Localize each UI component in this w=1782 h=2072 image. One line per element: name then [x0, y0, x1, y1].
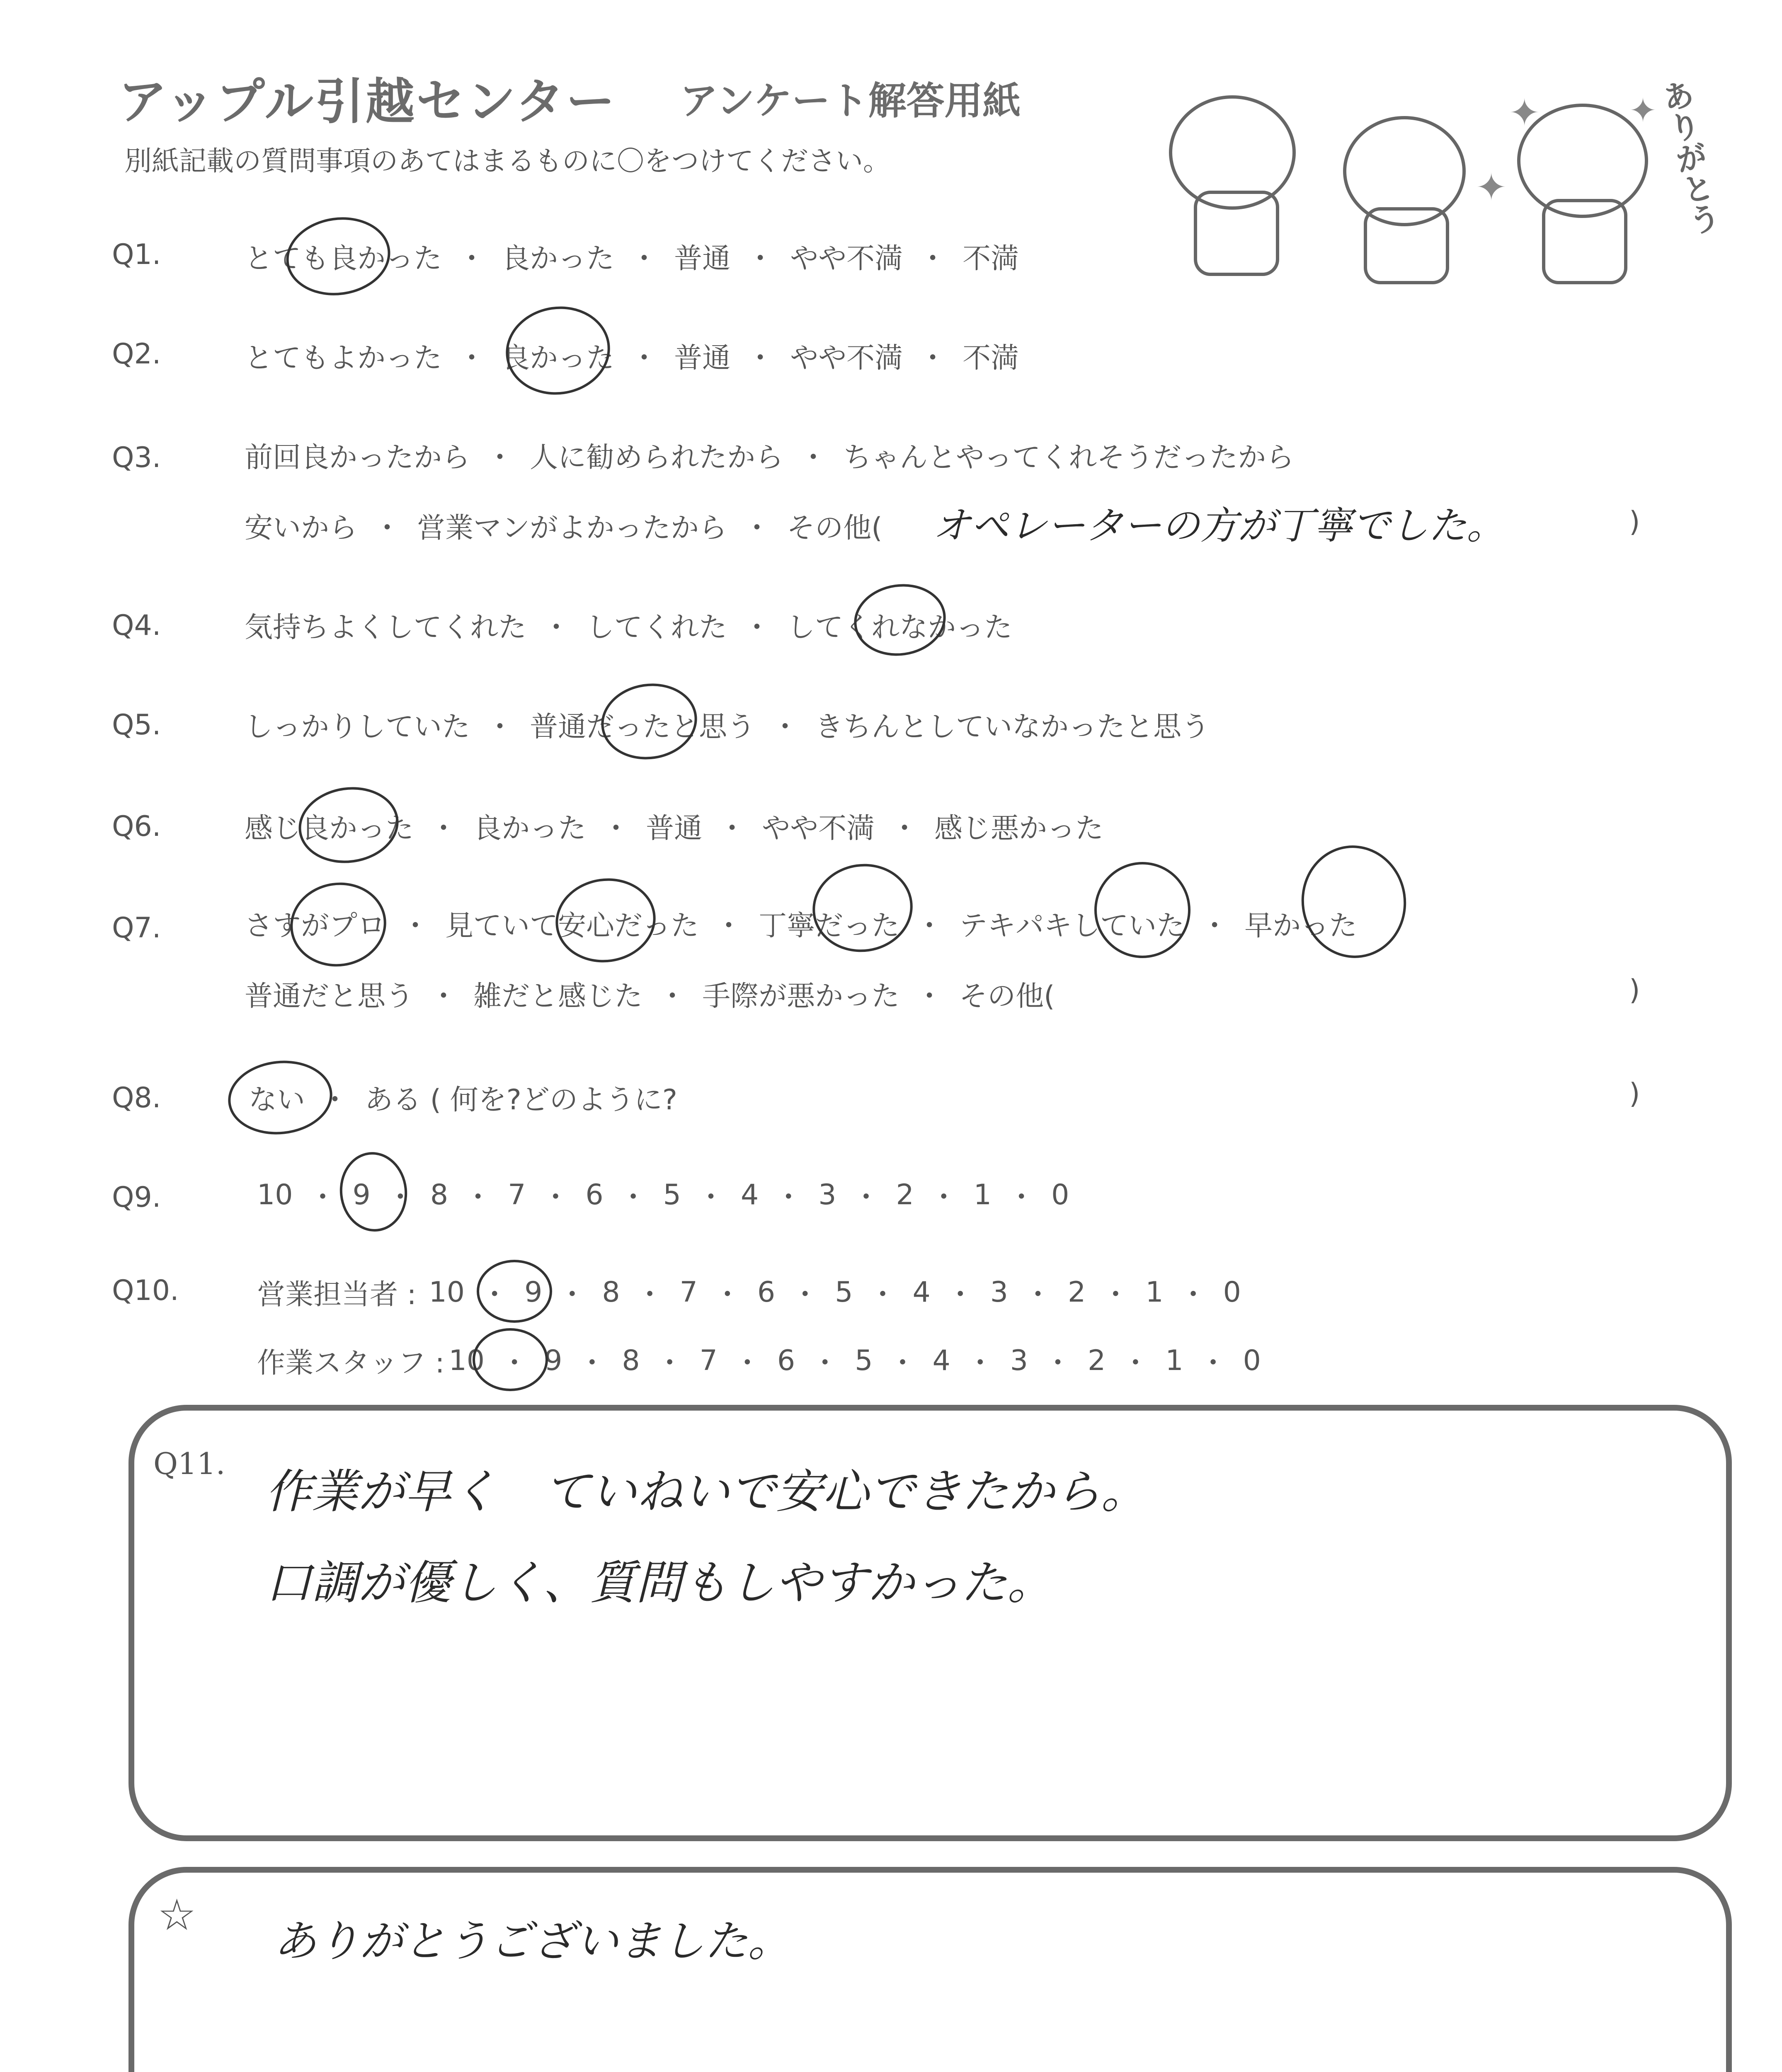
q10-score[interactable]: 5 — [835, 1276, 853, 1309]
q4-option[interactable]: してくれなかった — [787, 611, 1013, 644]
q10-score[interactable]: 5 — [855, 1344, 873, 1377]
sparkle-icon: ✦ — [1476, 166, 1507, 209]
q2-option[interactable]: 良かった — [502, 342, 615, 375]
q5-option[interactable]: 普通だったと思う — [530, 711, 756, 743]
q9-score[interactable]: 2 — [896, 1179, 914, 1211]
q6-option[interactable]: 普通 — [646, 812, 703, 845]
q10-score[interactable]: 1 — [1145, 1276, 1164, 1309]
comment-handwritten: ありがとうございました。 — [274, 1916, 791, 1966]
q5-label: Q5. — [112, 709, 161, 741]
answer-circle — [596, 678, 702, 766]
answer-circle — [500, 300, 616, 401]
answer-circle — [849, 578, 950, 661]
q10-score[interactable]: 1 — [1165, 1344, 1183, 1377]
q9-score[interactable]: 8 — [430, 1179, 449, 1211]
q10-score[interactable]: 4 — [912, 1276, 931, 1309]
form-title: アンケート解答用紙 — [680, 79, 1021, 123]
q3-label: Q3. — [112, 441, 161, 474]
q10-score[interactable]: 8 — [602, 1276, 620, 1309]
q3-option[interactable]: 前回良かったから — [245, 441, 470, 474]
q3-options-line2: 安いから ・ 営業マンがよかったから ・ その他( — [245, 506, 883, 546]
q3-other-handwritten: オペレーターの方が丁寧でした。 — [933, 503, 1505, 548]
q10-score[interactable]: 2 — [1068, 1276, 1086, 1309]
q6-label: Q6. — [112, 810, 161, 843]
q7-options-line2: 普通だと思う ・ 雑だと感じた ・ 手際が悪かった ・ その他( — [245, 974, 1055, 1014]
answer-circle — [473, 1328, 548, 1391]
q2-options: とてもよかった ・ 良かった ・ 普通 ・ やや不満 ・ 不満 — [245, 336, 1019, 376]
company-name: アップル引越センター — [118, 73, 617, 130]
q11-handwritten-line: 作業が早く ていねいで安心できたから。 — [265, 1465, 1147, 1519]
q7-option[interactable]: その他( — [959, 980, 1055, 1013]
q6-option[interactable]: 感じ良かった — [245, 812, 414, 845]
monkey-body-icon — [1364, 207, 1449, 284]
q10-sales-label: 営業担当者 : — [257, 1278, 417, 1311]
q1-label: Q1. — [112, 238, 161, 271]
q6-options: 感じ良かった ・ 良かった ・ 普通 ・ やや不満 ・ 感じ悪かった — [245, 806, 1103, 846]
q3-option[interactable]: その他( — [787, 512, 883, 545]
q3-option[interactable]: 人に勧められたから — [530, 441, 784, 474]
answer-circle — [336, 1149, 411, 1235]
q9-score[interactable]: 9 — [352, 1179, 371, 1211]
q2-option[interactable]: 不満 — [963, 342, 1019, 375]
q7-options-line1: さすがプロ ・ 見ていて安心だった ・ 丁寧だった ・ テキパキしていた ・ 早かった — [245, 903, 1357, 944]
q4-label: Q4. — [112, 609, 161, 642]
monkey-body-icon — [1194, 191, 1279, 276]
q4-option[interactable]: 気持ちよくしてくれた — [245, 611, 527, 644]
q10-score[interactable]: 3 — [1010, 1344, 1028, 1377]
q10-sales-row: 営業担当者 : 10 ・ 9 ・ 8 ・ 7 ・ 6 ・ 5 ・ 4 ・ 3 ・ 2 ・ 1 ・ 0 — [257, 1272, 1241, 1312]
q1-option[interactable]: やや不満 — [790, 242, 903, 275]
answer-circle — [224, 1055, 336, 1139]
q10-score[interactable]: 0 — [1243, 1344, 1261, 1377]
q3-option[interactable]: 営業マンがよかったから — [417, 512, 727, 545]
q2-option[interactable]: やや不満 — [790, 342, 903, 375]
q10-score[interactable]: 8 — [622, 1344, 640, 1377]
q5-option[interactable]: しっかりしていた — [245, 711, 470, 743]
q7-option[interactable]: 早かった — [1244, 910, 1358, 942]
q1-options: とても良かった ・ 良かった ・ 普通 ・ やや不満 ・ 不満 — [245, 236, 1019, 276]
q3-option[interactable]: 安いから — [245, 512, 358, 545]
q5-option[interactable]: きちんとしていなかったと思う — [815, 711, 1210, 743]
q10-score[interactable]: 3 — [990, 1276, 1009, 1309]
q8-close-paren: ) — [1629, 1077, 1640, 1110]
q1-option[interactable]: とても良かった — [245, 242, 442, 275]
q10-score[interactable]: 10 — [449, 1344, 485, 1377]
q1-option[interactable]: 普通 — [674, 242, 731, 275]
answer-circle — [1294, 839, 1413, 965]
q3-option[interactable]: ちゃんとやってくれそうだったから — [843, 441, 1295, 474]
q8-options: ない ・ ある ( 何を?どのように? — [249, 1077, 677, 1118]
q7-option[interactable]: 丁寧だった — [759, 910, 900, 942]
q10-label: Q10. — [112, 1274, 179, 1307]
q9-label: Q9. — [112, 1181, 161, 1214]
q2-option[interactable]: とてもよかった — [245, 342, 442, 375]
comment-box — [128, 1867, 1732, 2072]
q8-label: Q8. — [112, 1082, 161, 1114]
q7-option[interactable]: 雑だと感じた — [473, 980, 643, 1013]
q9-score[interactable]: 10 — [257, 1179, 293, 1211]
mascot-thanks-text: ありがとう — [1654, 76, 1724, 239]
q10-score[interactable]: 10 — [429, 1276, 465, 1309]
q6-option[interactable]: 良かった — [473, 812, 587, 845]
q9-scale: 10 ・ 9 ・ 8 ・ 7 ・ 6 ・ 5 ・ 4 ・ 3 ・ 2 ・ 1 ・ 0 — [257, 1179, 1069, 1214]
answer-circle — [1088, 856, 1197, 964]
q4-option[interactable]: してくれた — [586, 611, 727, 644]
q9-score[interactable]: 7 — [508, 1179, 526, 1211]
star-icon: ☆ — [158, 1890, 196, 1940]
q10-score[interactable]: 7 — [699, 1344, 718, 1377]
q9-score[interactable]: 1 — [973, 1179, 992, 1211]
q10-staff-label: 作業スタッフ : — [257, 1347, 445, 1380]
q5-options: しっかりしていた ・ 普通だったと思う ・ きちんとしていなかったと思う — [245, 704, 1210, 745]
q10-score[interactable]: 6 — [757, 1276, 776, 1309]
answer-circle — [477, 1260, 552, 1323]
q10-score[interactable]: 0 — [1223, 1276, 1241, 1309]
q7-option[interactable]: 見ていて安心だった — [445, 910, 699, 942]
q9-score[interactable]: 0 — [1051, 1179, 1069, 1211]
q9-score[interactable]: 4 — [740, 1179, 759, 1211]
q10-score[interactable]: 4 — [932, 1344, 950, 1377]
q10-score[interactable]: 9 — [544, 1344, 562, 1377]
q7-option[interactable]: テキパキしていた — [959, 910, 1185, 942]
q7-close-paren: ) — [1629, 974, 1640, 1007]
q2-option[interactable]: 普通 — [674, 342, 731, 375]
instruction-text: 別紙記載の質問事項のあてはまるものに〇をつけてください。 — [124, 145, 890, 177]
q10-score[interactable]: 7 — [679, 1276, 698, 1309]
q3-options-line1: 前回良かったから ・ 人に勧められたから ・ ちゃんとやってくれそうだったから — [245, 435, 1294, 475]
answer-circle — [550, 872, 661, 969]
sparkle-icon: ✦ — [1509, 91, 1540, 135]
q6-option[interactable]: やや不満 — [762, 812, 875, 845]
answer-circle — [294, 781, 404, 869]
answer-circle — [285, 876, 392, 973]
q1-option[interactable]: 良かった — [502, 242, 615, 275]
q7-option[interactable]: 普通だと思う — [245, 980, 414, 1013]
q9-score[interactable]: 3 — [818, 1179, 836, 1211]
q9-score[interactable]: 5 — [663, 1179, 681, 1211]
q11-handwritten-line: 口調が優しく、質問もしやすかった。 — [265, 1556, 1054, 1610]
q2-label: Q2. — [112, 338, 161, 370]
monkey-body-icon — [1542, 199, 1627, 284]
q10-score[interactable]: 9 — [524, 1276, 543, 1309]
q10-score[interactable]: 6 — [777, 1344, 795, 1377]
q1-option[interactable]: 不満 — [963, 242, 1019, 275]
q7-label: Q7. — [112, 912, 161, 944]
q8-option[interactable]: ある ( 何を?どのように? — [365, 1084, 677, 1116]
q7-option[interactable]: 手際が悪かった — [702, 980, 900, 1013]
q8-option[interactable]: ない — [249, 1084, 305, 1116]
q10-staff-row: 作業スタッフ : 10 ・ 9 ・ 8 ・ 7 ・ 6 ・ 5 ・ 4 ・ 3 ・ 2 ・ 1 ・ 0 — [257, 1341, 1261, 1381]
q6-option[interactable]: 感じ悪かった — [934, 812, 1104, 845]
q4-options: 気持ちよくしてくれた ・ してくれた ・ してくれなかった — [245, 605, 1012, 645]
q9-score[interactable]: 6 — [585, 1179, 604, 1211]
q3-close-paren: ) — [1629, 506, 1640, 538]
q10-score[interactable]: 2 — [1088, 1344, 1106, 1377]
sparkle-icon: ✦ — [1629, 91, 1657, 130]
answer-circle — [281, 211, 395, 302]
q11-label: Q11. — [153, 1446, 225, 1481]
q7-option[interactable]: さすがプロ — [245, 910, 386, 942]
